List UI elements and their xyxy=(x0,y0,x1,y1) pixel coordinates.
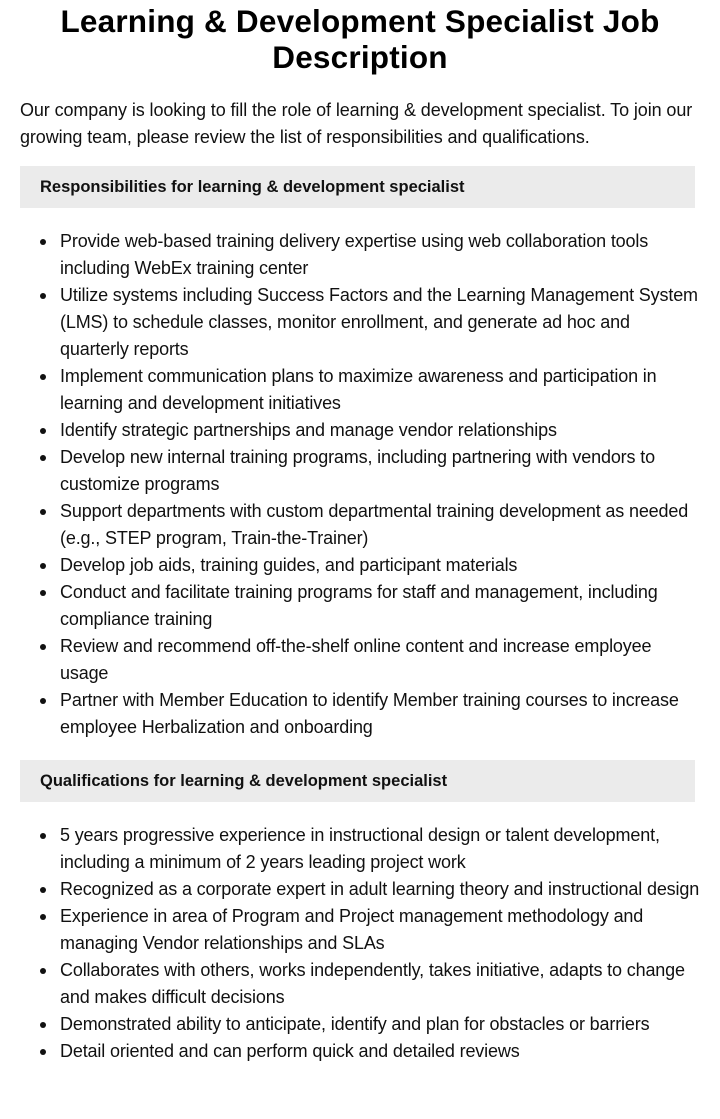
list-item-text: Develop job aids, training guides, and participant materials xyxy=(60,555,518,575)
bullet-icon xyxy=(40,293,46,299)
list-item-text: Utilize systems including Success Factors and the Learning Management System (LMS) to schedule classes, monitor enrollment, and generate ad hoc and quarterly reports xyxy=(60,285,698,359)
list-item xyxy=(20,444,700,498)
bullet-icon xyxy=(40,563,46,569)
responsibilities-list xyxy=(20,228,700,741)
bullet-icon xyxy=(40,239,46,245)
list-item xyxy=(20,876,700,903)
bullet-icon xyxy=(40,1022,46,1028)
list-item-text: Support departments with custom departmental training development as needed (e.g., STEP program, Train-the-Trainer) xyxy=(60,501,689,548)
list-item xyxy=(20,363,700,417)
list-item xyxy=(20,282,700,363)
list-item-text: Implement communication plans to maximize awareness and participation in learning and development initiatives xyxy=(60,366,657,413)
list-item xyxy=(20,903,700,957)
list-item xyxy=(20,1038,700,1065)
list-item-text: Identify strategic partnerships and manage vendor relationships xyxy=(60,420,557,440)
list-item-text: Demonstrated ability to anticipate, identify and plan for obstacles or barriers xyxy=(60,1014,650,1034)
list-item xyxy=(20,687,700,741)
bullet-icon xyxy=(40,1049,46,1055)
list-item-text: 5 years progressive experience in instructional design or talent development, including a minimum of 2 years leading project work xyxy=(60,825,660,872)
bullet-icon xyxy=(40,833,46,839)
bullet-icon xyxy=(40,455,46,461)
list-item xyxy=(20,228,700,282)
bullet-icon xyxy=(40,914,46,920)
list-item xyxy=(20,633,700,687)
list-item-text: Partner with Member Education to identify Member training courses to increase employee Herbalization and onboarding xyxy=(60,690,679,737)
bullet-icon xyxy=(40,698,46,704)
list-item xyxy=(20,579,700,633)
qualifications-heading: Qualifications for learning & development specialist xyxy=(20,760,695,802)
intro-paragraph: Our company is looking to fill the role of learning & development specialist. To join our growing team, please review the list of responsibilities and qualifications. xyxy=(20,100,693,147)
bullet-icon xyxy=(40,590,46,596)
list-item-text: Experience in area of Program and Project management methodology and managing Vendor relationships and SLAs xyxy=(60,906,644,953)
bullet-icon xyxy=(40,374,46,380)
list-item-text: Recognized as a corporate expert in adult learning theory and instructional design xyxy=(60,879,700,899)
bullet-icon xyxy=(40,968,46,974)
list-item-text: Review and recommend off-the-shelf online content and increase employee usage xyxy=(60,636,652,683)
bullet-icon xyxy=(40,509,46,515)
bullet-icon xyxy=(40,887,46,893)
list-item-text: Develop new internal training programs, including partnering with vendors to customize programs xyxy=(60,447,655,494)
bullet-icon xyxy=(40,644,46,650)
list-item xyxy=(20,957,700,1011)
qualifications-list xyxy=(20,822,700,1065)
list-item xyxy=(20,1011,700,1038)
list-item xyxy=(20,552,700,579)
list-item-text: Detail oriented and can perform quick and detailed reviews xyxy=(60,1041,520,1061)
page-title: Learning & Development Specialist Job Description xyxy=(60,3,660,75)
list-item xyxy=(20,498,700,552)
list-item-text: Collaborates with others, works independently, takes initiative, adapts to change and makes difficult decisions xyxy=(60,960,685,1007)
list-item xyxy=(20,417,700,444)
list-item-text: Provide web-based training delivery expertise using web collaboration tools including WebEx training center xyxy=(60,231,649,278)
list-item-text: Conduct and facilitate training programs for staff and management, including compliance training xyxy=(60,582,658,629)
responsibilities-heading: Responsibilities for learning & development specialist xyxy=(20,166,695,208)
bullet-icon xyxy=(40,428,46,434)
list-item xyxy=(20,822,700,876)
